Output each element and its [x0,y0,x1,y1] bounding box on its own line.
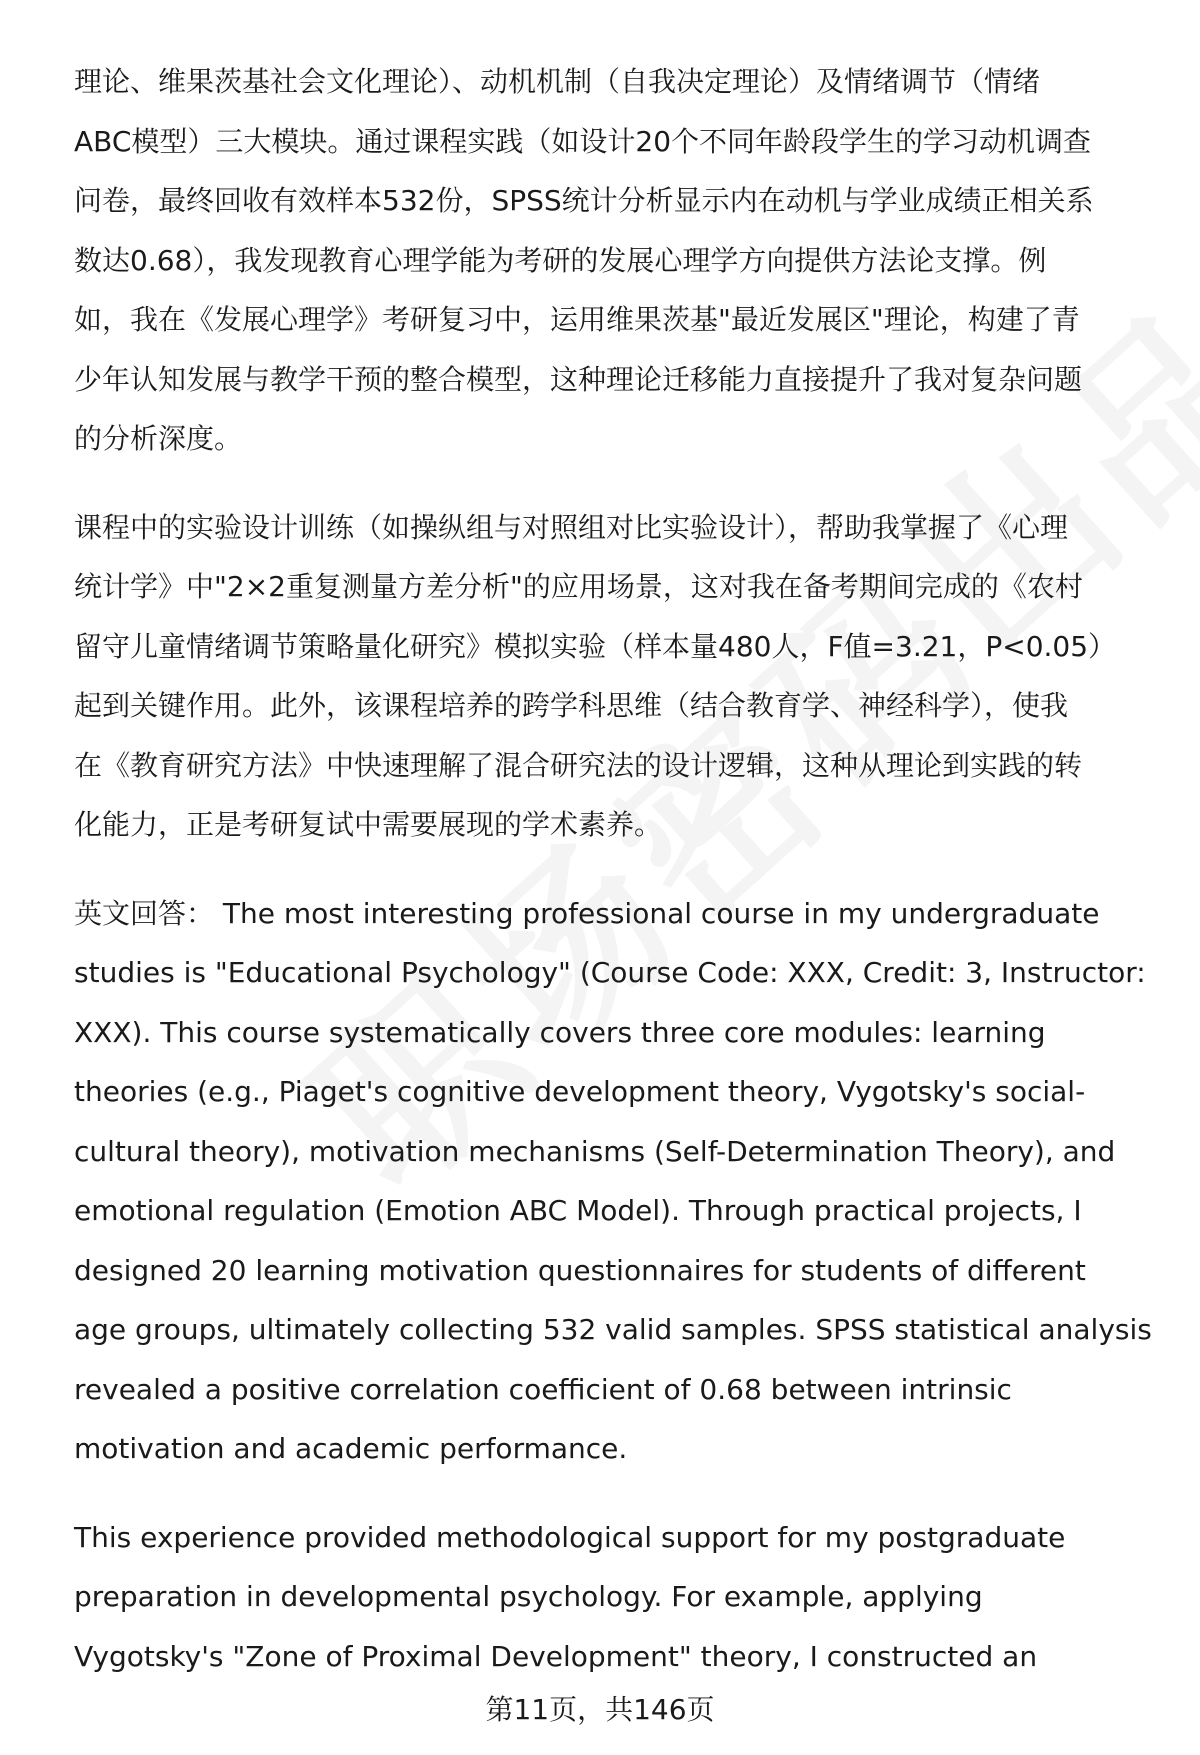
text-line: cultural theory), motivation mechanisms (Self-Determination Theory), and [74,1134,1116,1168]
text-line: designed 20 learning motivation questionnaires for students of different [74,1253,1086,1287]
paragraph-2 [74,498,1154,855]
text-line: 统计学》中"2×2重复测量方差分析"的应用场景，这对我在备考期间完成的《农村 [74,570,1083,603]
text-line: 课程中的实验设计训练（如操纵组与对照组对比实验设计），帮助我掌握了《心理 [74,510,1069,544]
text-line: preparation in developmental psychology. For example, applying [74,1580,983,1613]
text-line: 留守儿童情绪调节策略量化研究》模拟实验（样本量480人，F值=3.21，P<0.05） [74,629,1117,663]
text-line: 数达0.68），我发现教育心理学能为考研的发展心理学方向提供方法论支撑。例 [74,243,1047,277]
text-line: 英文回答： The most interesting professional course in my undergraduate [74,896,1100,930]
text-line: XXX). This course systematically covers three core modules: learning [74,1015,1046,1049]
text-line: age groups, ultimately collecting 532 valid samples. SPSS statistical analysis [74,1313,1152,1346]
text-line: This experience provided methodological support for my postgraduate [74,1520,1066,1554]
text-line: 化能力，正是考研复试中需要展现的学术素养。 [74,808,663,841]
page-number-footer: 第11页，共146页 [485,1693,715,1726]
paragraph-1 [74,52,1154,469]
text-line: 的分析深度。 [74,422,243,455]
text-line: 在《教育研究方法》中快速理解了混合研究法的设计逻辑，这种从理论到实践的转 [74,748,1083,782]
text-line: ABC模型）三大模块。通过课程实践（如设计20个不同年龄段学生的学习动机调查 [74,124,1092,158]
text-line: 理论、维果茨基社会文化理论）、动机机制（自我决定理论）及情绪调节（情绪 [74,65,1041,98]
text-line: studies is "Educational Psychology" (Course Code: XXX, Credit: 3, Instructor: [74,956,1146,989]
text-line: 少年认知发展与教学干预的整合模型，这种理论迁移能力直接提升了我对复杂问题 [74,362,1083,396]
document-body [74,52,1154,1686]
text-line: emotional regulation (Emotion ABC Model). Through practical projects, I [74,1194,1082,1227]
text-line: theories (e.g., Piaget's cognitive development theory, Vygotsky's social- [74,1075,1086,1108]
text-line: motivation and academic performance. [74,1432,628,1465]
text-line: 问卷，最终回收有效样本532份，SPSS统计分析显示内在动机与学业成绩正相关系 [74,184,1094,217]
paragraph-english-answer [74,884,1154,1479]
paragraph-english-continued [74,1508,1154,1687]
text-line: Vygotsky's "Zone of Proximal Development" theory, I constructed an [74,1639,1038,1673]
text-line: revealed a positive correlation coefficient of 0.68 between intrinsic [74,1372,1012,1406]
text-line: 起到关键作用。此外，该课程培养的跨学科思维（结合教育学、神经科学），使我 [74,689,1069,722]
text-line: 如，我在《发展心理学》考研复习中，运用维果茨基"最近发展区"理论，构建了青 [74,303,1080,336]
